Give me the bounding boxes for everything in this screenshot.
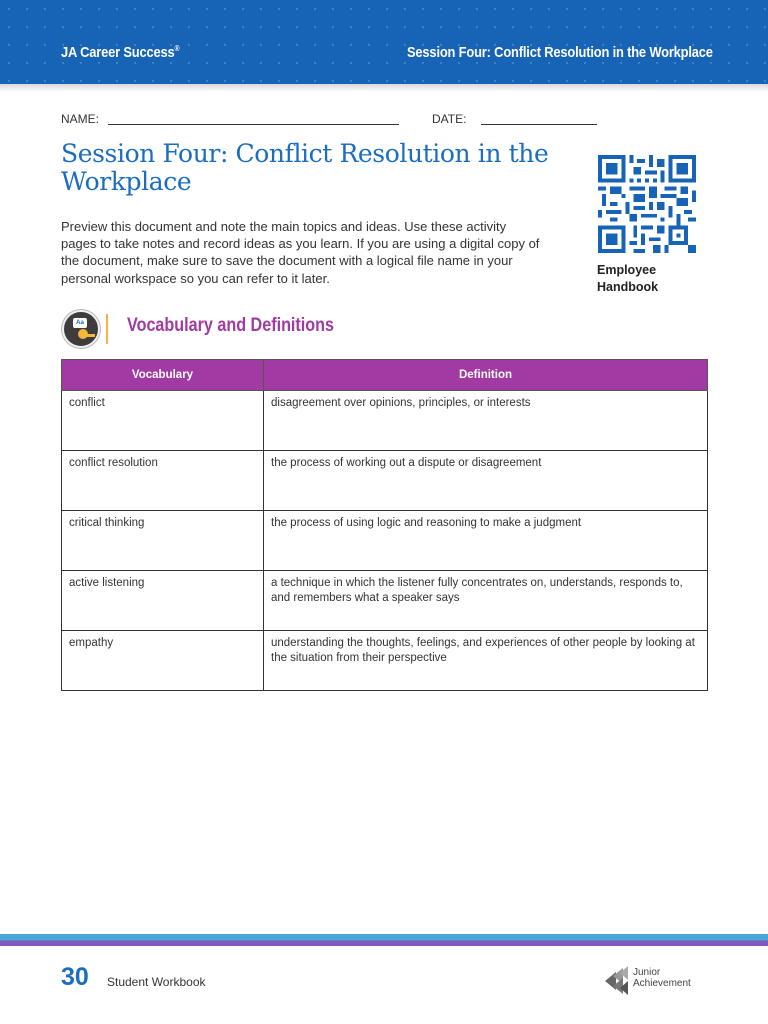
session-header: Session Four: Conflict Resolution in the Workplace — [407, 44, 713, 61]
name-label: NAME: — [61, 112, 100, 126]
date-label: DATE: — [432, 112, 467, 126]
junior-achievement-wordmark: Junior Achievement — [633, 967, 691, 989]
vocabulary-term: critical thinking — [62, 511, 264, 571]
column-header-vocabulary: Vocabulary — [62, 360, 264, 391]
page-title: Session Four: Conflict Resolution in the Workplace — [61, 139, 549, 196]
section-divider — [106, 314, 108, 344]
section-title: Vocabulary and Definitions — [127, 315, 335, 336]
vocabulary-definition: disagreement over opinions, principles, or interests — [264, 391, 708, 451]
vocabulary-term: conflict resolution — [62, 451, 264, 511]
table-row — [62, 511, 708, 571]
footer-band — [0, 934, 768, 946]
vocabulary-definition: the process of working out a dispute or disagreement — [264, 451, 708, 511]
vocabulary-definition: a technique in which the listener fully concentrates on, understands, responds to, and remembers what a speaker says — [264, 571, 708, 631]
intro-paragraph: Preview this document and note the main topics and ideas. Use these activity pages to take notes and record ideas as you learn. If you are using a digital copy of the document, make sure to save the document with a logical file name in your personal workspace so you can refer to it later. — [61, 219, 540, 286]
vocabulary-term: empathy — [62, 631, 264, 691]
table-row — [62, 571, 708, 631]
header-shadow — [0, 84, 768, 92]
vocabulary-term: conflict — [62, 391, 264, 451]
page-header — [0, 0, 768, 84]
flashcard-icon: Aa — [73, 318, 87, 328]
table-row — [62, 451, 708, 511]
table-row — [62, 391, 708, 451]
footer-label: Student Workbook — [107, 975, 206, 989]
vocabulary-icon — [62, 310, 100, 348]
qr-code[interactable] — [598, 155, 696, 253]
qr-caption: Employee Handbook — [597, 263, 659, 294]
table-row — [62, 631, 708, 691]
column-header-definition: Definition — [264, 360, 708, 391]
date-field-line[interactable] — [481, 124, 597, 125]
vocabulary-term: active listening — [62, 571, 264, 631]
name-field-line[interactable] — [108, 124, 399, 125]
vocabulary-definition: understanding the thoughts, feelings, and experiences of other people by looking at the situation from their perspective — [264, 631, 708, 691]
page-number: 30 — [61, 963, 89, 991]
program-name: JA Career Success® — [61, 44, 180, 61]
vocabulary-table — [61, 359, 708, 691]
vocabulary-definition: the process of using logic and reasoning to make a judgment — [264, 511, 708, 571]
header-dot-pattern — [0, 0, 768, 84]
table-header-row — [62, 360, 708, 391]
